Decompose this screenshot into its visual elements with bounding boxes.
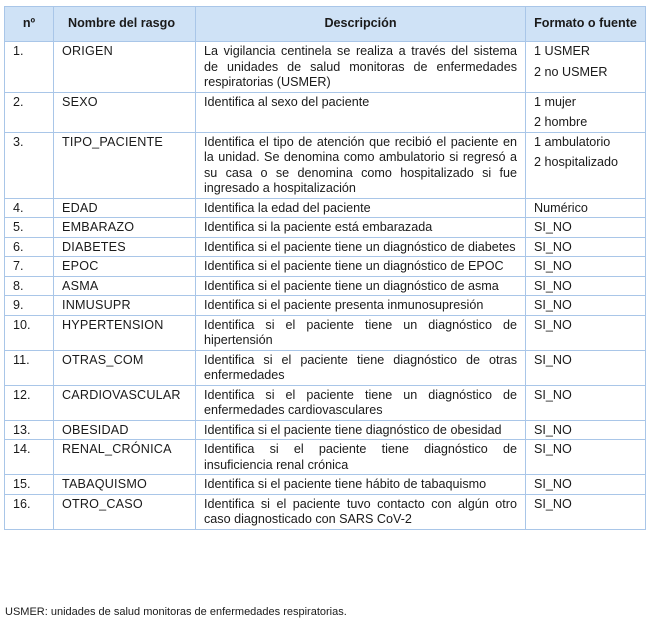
row-number: 14. (5, 440, 54, 475)
row-number: 15. (5, 475, 54, 495)
feature-format (526, 42, 646, 93)
feature-name: CARDIOVASCULAR (54, 385, 196, 420)
row-number: 4. (5, 198, 54, 218)
format-value: SI_NO (534, 259, 572, 273)
header-name: Nombre del rasgo (54, 7, 196, 42)
feature-name: ORIGEN (54, 42, 196, 93)
feature-name: OTRO_CASO (54, 494, 196, 529)
row-number: 13. (5, 420, 54, 440)
feature-name: OTRAS_COM (54, 350, 196, 385)
feature-format (526, 132, 646, 198)
table-row (5, 237, 646, 257)
row-number: 10. (5, 315, 54, 350)
row-number: 2. (5, 92, 54, 132)
format-value: SI_NO (534, 317, 572, 332)
feature-format (526, 440, 646, 475)
feature-name: RENAL_CRÓNICA (54, 440, 196, 475)
format-value: SI_NO (534, 477, 572, 491)
header-description: Descripción (196, 7, 526, 42)
row-number: 16. (5, 494, 54, 529)
table-header (5, 7, 646, 42)
table-row (5, 315, 646, 350)
feature-description: La vigilancia centinela se realiza a través del sistema de unidades de salud monitoras de enfermedades respiratorias (USMER) (196, 42, 526, 93)
feature-name: TIPO_PACIENTE (54, 132, 196, 198)
feature-description: Identifica si el paciente tiene hábito de tabaquismo (196, 475, 526, 495)
format-value: SI_NO (534, 352, 572, 367)
feature-name: EMBARAZO (54, 218, 196, 238)
feature-description: Identifica el tipo de atención que recibió el paciente en la unidad. Se denomina como ambulatorio si regresó a su casa o se denomina como hospitalizado si fue ingresado a hospitalización (196, 132, 526, 198)
feature-description: Identifica al sexo del paciente (196, 92, 526, 132)
row-number: 8. (5, 276, 54, 296)
header-row (5, 7, 646, 42)
feature-format (526, 198, 646, 218)
table-row (5, 257, 646, 277)
table-row (5, 350, 646, 385)
row-number: 1. (5, 42, 54, 93)
table-body (5, 42, 646, 530)
header-format: Formato o fuente (526, 7, 646, 42)
feature-description: Identifica la edad del paciente (196, 198, 526, 218)
feature-description: Identifica si el paciente tiene un diagnóstico de asma (196, 276, 526, 296)
row-number: 7. (5, 257, 54, 277)
row-number: 12. (5, 385, 54, 420)
feature-format (526, 92, 646, 132)
feature-description: Identifica si la paciente está embarazada (196, 218, 526, 238)
feature-table (4, 6, 646, 530)
feature-name: TABAQUISMO (54, 475, 196, 495)
feature-name: DIABETES (54, 237, 196, 257)
feature-format (526, 296, 646, 316)
row-number: 5. (5, 218, 54, 238)
format-value: SI_NO (534, 442, 572, 456)
format-value: 2 hombre (534, 115, 588, 129)
table-row (5, 92, 646, 132)
format-value: 2 hospitalizado (534, 155, 619, 169)
format-value: SI_NO (534, 278, 572, 293)
feature-name: EPOC (54, 257, 196, 277)
feature-description: Identifica si el paciente tiene un diagnóstico de enfermedades cardiovasculares (196, 385, 526, 420)
feature-description: Identifica si el paciente tiene diagnóstico de obesidad (196, 420, 526, 440)
feature-format (526, 315, 646, 350)
row-number: 11. (5, 350, 54, 385)
feature-name: ASMA (54, 276, 196, 296)
table-row (5, 475, 646, 495)
format-value: SI_NO (534, 496, 572, 511)
footnote: USMER: unidades de salud monitoras de enfermedades respiratorias. (5, 606, 347, 618)
feature-format (526, 237, 646, 257)
table-row (5, 276, 646, 296)
format-value: Numérico (534, 200, 588, 215)
feature-format (526, 385, 646, 420)
feature-description: Identifica si el paciente presenta inmunosupresión (196, 296, 526, 316)
table-row (5, 440, 646, 475)
format-value: SI_NO (534, 422, 572, 437)
table-row (5, 198, 646, 218)
feature-format (526, 420, 646, 440)
feature-format (526, 350, 646, 385)
format-value: SI_NO (534, 220, 572, 234)
feature-format (526, 276, 646, 296)
feature-format (526, 257, 646, 277)
feature-format (526, 218, 646, 238)
feature-description: Identifica si el paciente tiene diagnóstico de insuficiencia renal crónica (196, 440, 526, 475)
table-row (5, 494, 646, 529)
header-num: nº (5, 7, 54, 42)
table-row (5, 42, 646, 93)
table-row (5, 385, 646, 420)
format-value: SI_NO (534, 239, 572, 254)
format-value: 2 no USMER (534, 64, 608, 79)
format-value: 1 USMER (534, 44, 590, 58)
feature-description: Identifica si el paciente tiene un diagnóstico de diabetes (196, 237, 526, 257)
feature-description: Identifica si el paciente tuvo contacto con algún otro caso diagnosticado con SARS CoV-2 (196, 494, 526, 529)
table-row (5, 218, 646, 238)
format-value: SI_NO (534, 298, 572, 312)
format-value: 1 ambulatorio (534, 134, 611, 149)
table-row (5, 132, 646, 198)
row-number: 3. (5, 132, 54, 198)
feature-name: OBESIDAD (54, 420, 196, 440)
feature-name: EDAD (54, 198, 196, 218)
row-number: 9. (5, 296, 54, 316)
feature-name: INMUSUPR (54, 296, 196, 316)
feature-format (526, 475, 646, 495)
feature-name: SEXO (54, 92, 196, 132)
feature-description: Identifica si el paciente tiene diagnóstico de otras enfermedades (196, 350, 526, 385)
table-row (5, 420, 646, 440)
feature-description: Identifica si el paciente tiene un diagnóstico de hipertensión (196, 315, 526, 350)
feature-format (526, 494, 646, 529)
row-number: 6. (5, 237, 54, 257)
feature-description: Identifica si el paciente tiene un diagnóstico de EPOC (196, 257, 526, 277)
table-row (5, 296, 646, 316)
format-value: SI_NO (534, 387, 572, 402)
format-value: 1 mujer (534, 94, 576, 109)
feature-name: HYPERTENSION (54, 315, 196, 350)
